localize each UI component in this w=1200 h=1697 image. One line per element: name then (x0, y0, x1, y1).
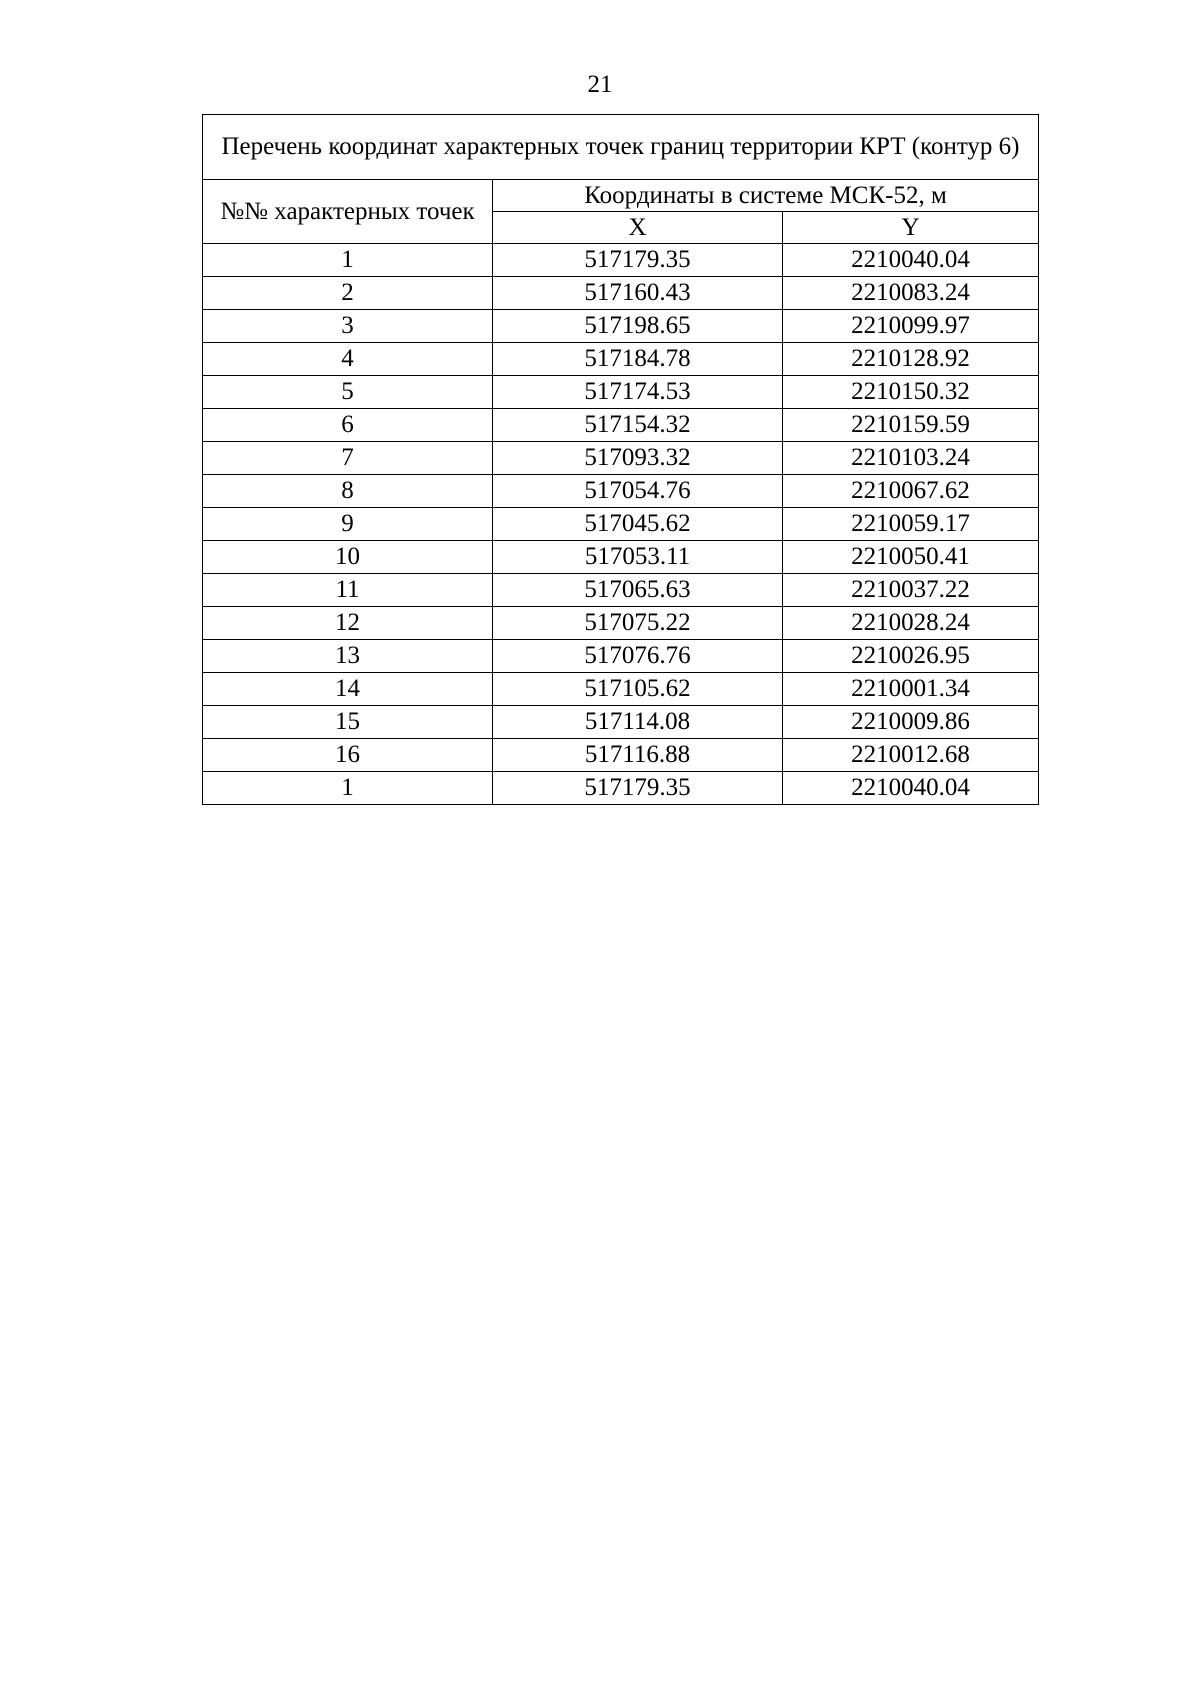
x-coordinate-cell: 517174.53 (493, 376, 783, 409)
point-number-cell: 14 (203, 673, 493, 706)
x-coordinate-cell: 517105.62 (493, 673, 783, 706)
column-header-point-number: №№ характерных точек (203, 180, 493, 244)
point-number-cell: 11 (203, 574, 493, 607)
point-number-cell: 7 (203, 442, 493, 475)
column-header-x: X (493, 212, 783, 244)
table-row (203, 772, 1039, 805)
column-header-y: Y (783, 212, 1039, 244)
y-coordinate-cell: 2210012.68 (783, 739, 1039, 772)
x-coordinate-cell: 517065.63 (493, 574, 783, 607)
x-coordinate-cell: 517184.78 (493, 343, 783, 376)
point-number-cell: 1 (203, 772, 493, 805)
y-coordinate-cell: 2210037.22 (783, 574, 1039, 607)
table-row (203, 706, 1039, 739)
y-coordinate-cell: 2210159.59 (783, 409, 1039, 442)
x-coordinate-cell: 517198.65 (493, 310, 783, 343)
y-coordinate-cell: 2210128.92 (783, 343, 1039, 376)
coordinates-table-body (203, 115, 1039, 805)
x-coordinate-cell: 517154.32 (493, 409, 783, 442)
table-title-row (203, 115, 1039, 180)
table-row (203, 244, 1039, 277)
y-coordinate-cell: 2210009.86 (783, 706, 1039, 739)
y-coordinate-cell: 2210059.17 (783, 508, 1039, 541)
point-number-cell: 16 (203, 739, 493, 772)
table-title: Перечень координат характерных точек границ территории КРТ (контур 6) (203, 115, 1039, 180)
y-coordinate-cell: 2210028.24 (783, 607, 1039, 640)
x-coordinate-cell: 517075.22 (493, 607, 783, 640)
y-coordinate-cell: 2210040.04 (783, 244, 1039, 277)
point-number-cell: 9 (203, 508, 493, 541)
point-number-cell: 8 (203, 475, 493, 508)
point-number-cell: 2 (203, 277, 493, 310)
y-coordinate-cell: 2210001.34 (783, 673, 1039, 706)
y-coordinate-cell: 2210150.32 (783, 376, 1039, 409)
x-coordinate-cell: 517053.11 (493, 541, 783, 574)
x-coordinate-cell: 517179.35 (493, 772, 783, 805)
point-number-cell: 10 (203, 541, 493, 574)
x-coordinate-cell: 517045.62 (493, 508, 783, 541)
coordinates-table (202, 114, 1039, 805)
table-row (203, 508, 1039, 541)
table-row (203, 343, 1039, 376)
x-coordinate-cell: 517179.35 (493, 244, 783, 277)
y-coordinate-cell: 2210067.62 (783, 475, 1039, 508)
x-coordinate-cell: 517116.88 (493, 739, 783, 772)
y-coordinate-cell: 2210050.41 (783, 541, 1039, 574)
x-coordinate-cell: 517054.76 (493, 475, 783, 508)
table-row (203, 574, 1039, 607)
point-number-cell: 1 (203, 244, 493, 277)
point-number-cell: 4 (203, 343, 493, 376)
point-number-cell: 6 (203, 409, 493, 442)
point-number-cell: 3 (203, 310, 493, 343)
y-coordinate-cell: 2210083.24 (783, 277, 1039, 310)
y-coordinate-cell: 2210099.97 (783, 310, 1039, 343)
table-row (203, 277, 1039, 310)
x-coordinate-cell: 517076.76 (493, 640, 783, 673)
table-row (203, 409, 1039, 442)
table-row (203, 640, 1039, 673)
column-header-coordinates: Координаты в системе МСК-52, м (493, 180, 1039, 212)
y-coordinate-cell: 2210040.04 (783, 772, 1039, 805)
table-row (203, 310, 1039, 343)
point-number-cell: 12 (203, 607, 493, 640)
x-coordinate-cell: 517093.32 (493, 442, 783, 475)
point-number-cell: 15 (203, 706, 493, 739)
table-row (203, 607, 1039, 640)
page-number: 21 (587, 71, 613, 98)
x-coordinate-cell: 517114.08 (493, 706, 783, 739)
table-row (203, 673, 1039, 706)
table-row (203, 739, 1039, 772)
y-coordinate-cell: 2210103.24 (783, 442, 1039, 475)
table-row (203, 442, 1039, 475)
point-number-cell: 13 (203, 640, 493, 673)
table-header-row (203, 180, 1039, 212)
x-coordinate-cell: 517160.43 (493, 277, 783, 310)
table-row (203, 376, 1039, 409)
point-number-cell: 5 (203, 376, 493, 409)
y-coordinate-cell: 2210026.95 (783, 640, 1039, 673)
table-row (203, 541, 1039, 574)
table-row (203, 475, 1039, 508)
